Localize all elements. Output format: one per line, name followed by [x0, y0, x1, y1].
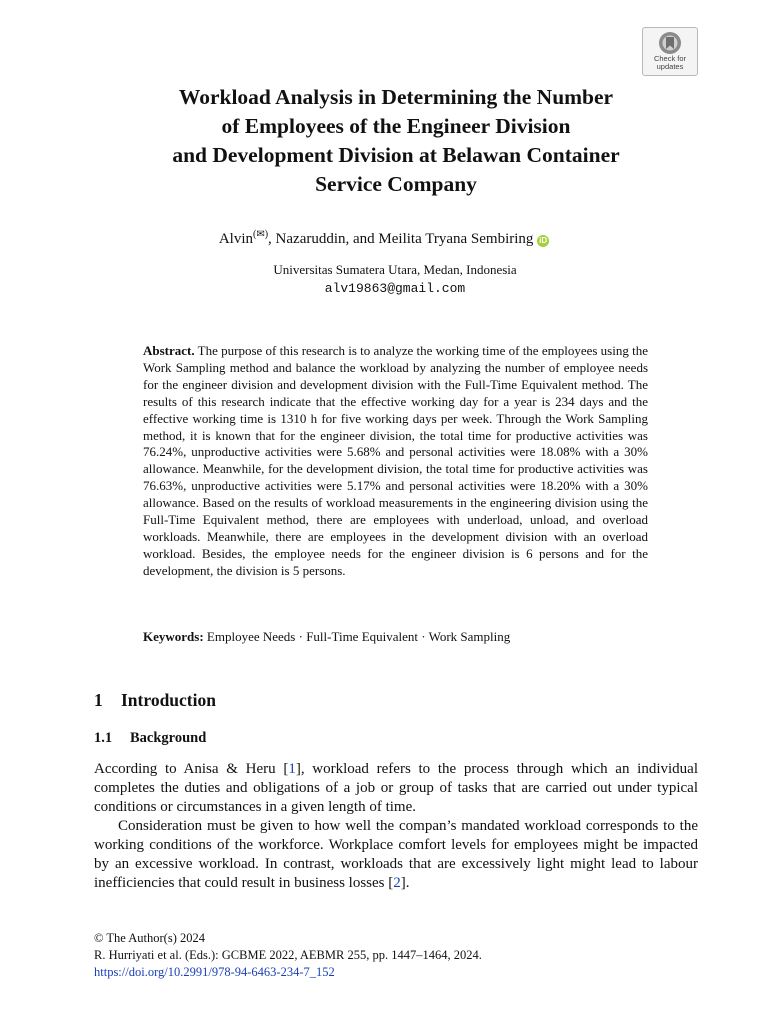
paragraph	[94, 817, 698, 893]
author-name: Alvin	[218, 231, 253, 247]
orcid-icon[interactable]: iD	[539, 236, 548, 245]
citation-link[interactable]: 2	[393, 875, 401, 891]
keywords-label: Keywords:	[143, 629, 204, 644]
bookmark-ribbon-icon	[658, 31, 682, 55]
badge-line-2: updates	[656, 62, 684, 71]
author-email[interactable]: alv19863@gmail.com	[324, 281, 466, 296]
envelope-icon[interactable]: (✉)	[253, 229, 269, 240]
subsection-number: 1.1	[94, 730, 113, 746]
abstract-text: The purpose of this research is to analyze the working time of the employees using the Work Sampling method and balance the workload by analyzing the number of employee needs for the engineer division and development division with the Full-Time Equivalent method. The results of this research indicate that the effective working day for a year is 234 days and the effective working time is 1310 h for five working days per week. Through the Work Sampling method, it is known that for the engineer division, the total time for productive activities was 76.24%, unproductive activities were 5.68% and personal activities were 18.08% with a 30% allowance. Meanwhile, for the development division, the total time for productive activities was 76.63%, unproductive activities were 5.17% and personal activities were 18.20% with a 30% allowance. Based on the results of workload measurements in the engineering division using the Full-Time Equivalent method, there are employees with underload, unload, and overload workloads. Meanwhile, there are employees in the development division with an overload workload. Besides, the employee needs for the engineer division is 6 persons and for the development, the division is 5 persons.	[143, 343, 648, 578]
author-list	[0, 229, 768, 248]
title-line: and Development Division at Belawan Container	[172, 143, 620, 167]
badge-line-1: Check for	[653, 54, 687, 63]
title-line: of Employees of the Engineer Division	[221, 114, 571, 138]
page-footer	[94, 930, 482, 981]
paragraph-text: Consideration must be given to how well the compan’s mandated workload corresponds to the working conditions of the workforce. Workplace comfort levels for employees might be impacted by an excessive workload. In contrast, workloads that are excessively light might lead to labour inefficiencies that could result in business losses [	[94, 818, 698, 891]
abstract-label: Abstract.	[143, 343, 195, 358]
citation-link[interactable]: 1	[288, 761, 296, 777]
section-heading	[94, 690, 216, 711]
paragraph	[94, 760, 698, 817]
body-text	[94, 760, 698, 893]
section-title: Introduction	[121, 690, 216, 710]
copyright: © The Author(s) 2024	[94, 931, 205, 945]
check-for-updates-badge[interactable]	[642, 27, 698, 76]
abstract	[143, 343, 648, 580]
citation-info: R. Hurriyati et al. (Eds.): GCBME 2022, AEBMR 255, pp. 1447–1464, 2024.	[94, 948, 482, 962]
paragraph-text: According to Anisa & Heru [	[94, 761, 289, 777]
affiliation: Universitas Sumatera Utara, Medan, Indonesia	[273, 262, 517, 277]
paragraph-text: ], workload refers to the process through which an individual completes the duties and obligations of a job or group of tasks that are carried out under typical conditions or circumstances in a given length of time.	[94, 761, 698, 815]
subsection-title: Background	[130, 730, 207, 746]
title-line: Workload Analysis in Determining the Number	[178, 85, 614, 109]
paragraph-text: ].	[400, 875, 410, 891]
paper-title	[100, 83, 692, 199]
author-names-rest: , Nazaruddin, and Meilita Tryana Sembiring	[268, 231, 534, 247]
subsection-heading	[94, 730, 206, 747]
keywords-text: Employee Needs · Full-Time Equivalent · Work Sampling	[206, 629, 511, 644]
title-line: Service Company	[315, 172, 477, 196]
doi-link[interactable]: https://doi.org/10.2991/978-94-6463-234-7_152	[94, 965, 335, 979]
section-number: 1	[94, 690, 103, 710]
keywords	[143, 629, 648, 645]
